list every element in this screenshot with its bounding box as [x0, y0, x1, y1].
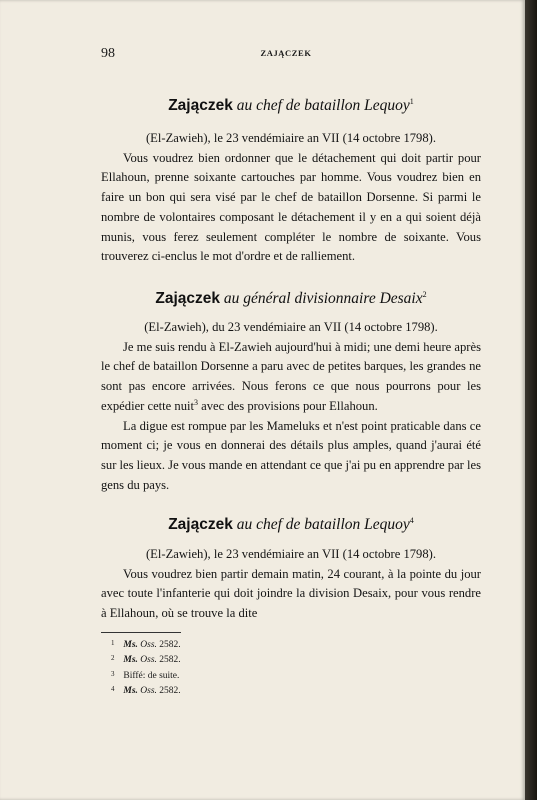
- letter-2-dateline: (El-Zawieh), du 23 vendémiaire an VII (14 octobre 1798).: [144, 320, 438, 334]
- footnote-4-oss: Oss.: [140, 685, 157, 696]
- letter-2-sender: Zajączek: [155, 290, 220, 307]
- letter-2-paragraph-1-tail: avec des provisions pour Ellahoun.: [198, 398, 378, 413]
- footnote-ref-3: 3: [194, 397, 199, 407]
- footnote-2-number: 2: [111, 654, 115, 663]
- footnote-4: [111, 683, 311, 698]
- page-header: [101, 46, 471, 62]
- footnote-3-ref: Biffé: de suite.: [123, 670, 180, 681]
- footnote-2-oss: Oss.: [140, 655, 157, 666]
- letter-2-title: [101, 289, 481, 309]
- footnote-2: [111, 652, 311, 667]
- footnote-2-ref: 2582.: [159, 655, 181, 666]
- footnote-3: [111, 668, 311, 683]
- footnote-1-oss: Oss.: [140, 640, 157, 650]
- letter-3-paragraph-1: Vous voudrez bien partir demain matin, 24 courant, à la pointe du jour avec toute l'infanterie qui doit joindre la division Desaix, pour vous rendre à Ellahoun, où se trouve la dite: [101, 566, 481, 621]
- letter-2: [101, 289, 481, 309]
- letter-1-recipient: au chef de bataillon Lequoy: [236, 97, 410, 114]
- book-binding-edge: [525, 0, 537, 800]
- letter-3-recipient: au chef de bataillon Lequoy: [236, 516, 410, 533]
- letter-1-paragraph-1: Vous voudrez bien ordonner que le détachement qui doit partir pour Ellahoun, prenne soixante cartouches par homme. Vous voudrez bien en faire un bon qui sera visé par le chef de bataillon Dorsenne. Si parmi le nombre de volontaires composant le détachement il y en a qui soient déjà munis, vous ferez seulement compléter le nombre de soixante. Vous trouverez ci-enclus le mot d'ordre et de ralliement.: [101, 150, 481, 264]
- footnote-1-number: 1: [111, 639, 115, 647]
- footnote-1: [111, 637, 311, 652]
- footnote-rule: [101, 632, 181, 633]
- letter-1-sender: Zajączek: [168, 97, 233, 114]
- footnote-4-ref: 2582.: [159, 685, 181, 696]
- letter-2-paragraph-2: La digue est rompue par les Mameluks et n'est point praticable dans ce moment ci; je vous en donnerai des détails plus amples, quand j'aurai été sur les lieux. Je vous mande en attendant ce que j'ai pu en apprendre par les gens du pays.: [101, 418, 481, 492]
- footnote-3-number: 3: [111, 669, 115, 678]
- letter-3-dateline: (El-Zawieh), le 23 vendémiaire an VII (14 octobre 1798).: [145, 547, 436, 561]
- letter-3-title: [101, 515, 481, 535]
- footnote-2-ms: Ms.: [123, 655, 138, 666]
- page-number: 98: [101, 46, 115, 61]
- letter-1-note-ref: 1: [409, 96, 414, 106]
- letter-2-paragraph-1: [101, 338, 481, 417]
- letter-1: [101, 96, 481, 116]
- running-head: ZAJĄCZEK: [260, 48, 312, 58]
- letter-3-note-ref: 4: [409, 515, 414, 525]
- letter-3: [101, 515, 481, 535]
- letter-2-paragraph-1-text: Je me suis rendu à El-Zawieh aujourd'hui à midi; une demi heure après le chef de bataillon Dorsenne a paru avec de petites barques, les grandes ne sont pas encore arrivées. Nous ferons ce que nous pourrons pour les expédier cette nuit: [101, 339, 481, 413]
- letter-3-sender: Zajączek: [168, 516, 233, 533]
- footnotes: [111, 637, 311, 698]
- footnote-4-ms: Ms.: [123, 685, 138, 696]
- letter-3-body: [101, 545, 481, 624]
- letter-1-dateline: (El-Zawieh), le 23 vendémiaire an VII (14 octobre 1798).: [145, 131, 436, 145]
- footnote-1-ref: 2582.: [159, 640, 181, 650]
- letter-1-title: [101, 96, 481, 116]
- letter-2-note-ref: 2: [422, 289, 427, 299]
- letter-2-recipient: au général divisionnaire Desaix: [223, 290, 423, 307]
- footnote-1-ms: Ms.: [123, 640, 138, 650]
- letter-1-body: [101, 129, 481, 267]
- footnote-4-number: 4: [111, 684, 115, 693]
- letter-2-body: [101, 318, 481, 495]
